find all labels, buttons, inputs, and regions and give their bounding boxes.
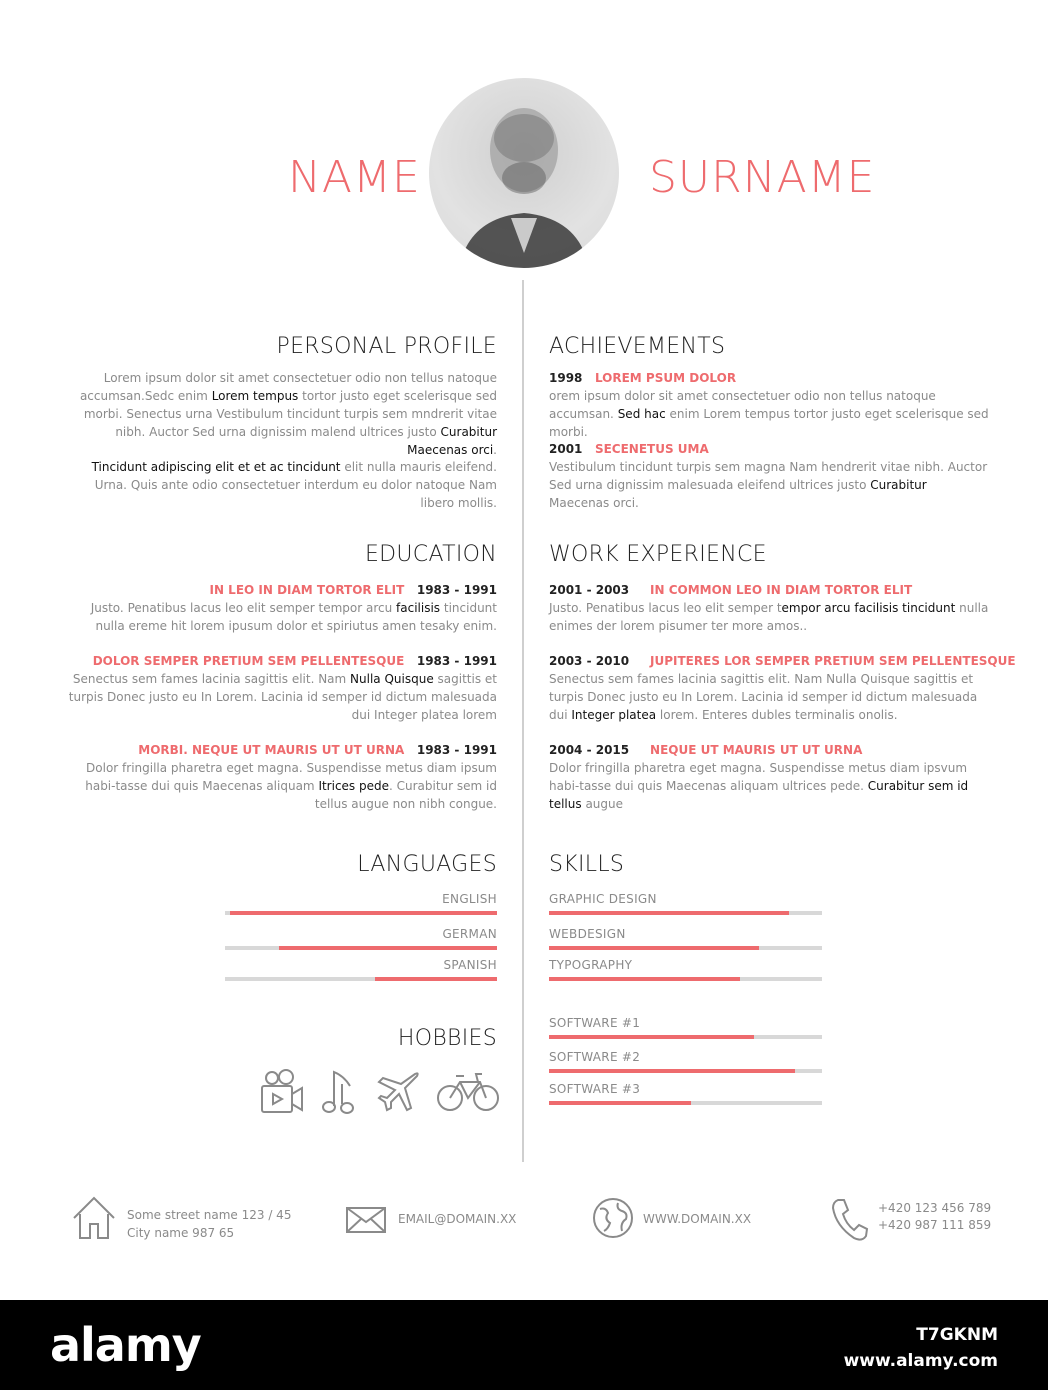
work-1-title: IN COMMON LEO IN DIAM TORTOR ELIT	[650, 583, 913, 597]
skill-bar-fill	[549, 977, 740, 981]
achievements-heading: ACHIEVEMENTS	[549, 334, 726, 359]
skill-bar-fill	[549, 1035, 754, 1039]
skill-bar-track	[549, 1101, 822, 1105]
education-1-text: Justo. Penatibus lacus leo elit semper tempor arcu facilisis tincidunt nulla ereme hit lorem ipusum dolor et spiriutus amen tesaky enim.	[90, 601, 497, 633]
home-icon	[70, 1194, 118, 1246]
skills-heading: SKILLS	[549, 852, 625, 877]
skill-bar-track	[549, 977, 822, 981]
bicycle-icon	[436, 1070, 500, 1118]
achievement-2-year: 2001	[549, 442, 583, 456]
language-bar-label: ENGLISH	[442, 892, 497, 906]
language-bar-track	[225, 946, 497, 950]
profile-paragraph-1: Lorem ipsum dolor sit amet consectetuer odio non tellus natoque accumsan.Sedc enim Lorem tempus tortor justo eget scelerisque sed morbi. Senectus urna Vestibulum tincidunt turpis sem mndrerit vitae nibh. Auctor Sed urna dignissim malend ultrices justo Curabitur Maecenas orci.	[79, 371, 497, 457]
education-3-header	[138, 741, 497, 759]
work-1-text: Justo. Penatibus lacus leo elit semper tempor arcu facilisis tincidunt nulla enimes der lorem pisumer ter more amos..	[549, 601, 989, 633]
skill-bar-label: SOFTWARE #3	[549, 1082, 641, 1096]
languages-heading: LANGUAGES	[357, 852, 497, 877]
watermark-logo: alamy	[50, 1318, 201, 1372]
education-heading: EDUCATION	[364, 542, 497, 567]
achievement-1-text: orem ipsum dolor sit amet consectetuer odio non tellus natoque accumsan. Sed hac enim Lorem tempus tortor justo eget scelerisque sed morbi.	[549, 389, 989, 439]
work-2-text: Senectus sem fames lacinia sagittis elit. Nam Nulla Quisque sagittis et turpis Donec justo eu In Lorem. Lacinia id semper id dictum malesuada dui Integer platea lorem. Enteres dubles terminalis onolis.	[549, 672, 978, 722]
skill-bar-label: SOFTWARE #1	[549, 1016, 641, 1030]
education-3-text: Dolor fringilla pharetra eget magna. Suspendisse metus diam ipsum habi-tasse dui quis Maecenas aliquam Itrices pede. Curabitur sem id tellus augue non nibh congue.	[85, 761, 497, 811]
last-name: SURNAME	[649, 152, 876, 203]
language-bar-track	[225, 911, 497, 915]
profile-paragraph-2: Tincidunt adipiscing elit et et ac tincidunt elit nulla mauris eleifend. Urna. Quis ante odio consectetuer interdum eu dolor natoque Nam libero mollis.	[91, 460, 497, 510]
watermark-image-id: T7GKNM	[916, 1325, 998, 1345]
skill-bar-label: WEBDESIGN	[549, 927, 626, 941]
website-text: WWW.DOMAIN.XX	[643, 1212, 752, 1226]
address-line-1: Some street name 123 / 45	[127, 1208, 292, 1222]
skill-bar-label: SOFTWARE #2	[549, 1050, 641, 1064]
skill-bar-label: GRAPHIC DESIGN	[549, 892, 657, 906]
education-3-years: 1983 - 1991	[416, 743, 497, 757]
globe-icon	[592, 1197, 634, 1243]
skill-bar-track	[549, 1069, 822, 1073]
work-experience-heading: WORK EXPERIENCE	[549, 542, 767, 567]
work-2-header	[549, 652, 1016, 670]
language-bar-fill	[230, 911, 497, 915]
phone-2: +420 987 111 859	[878, 1218, 992, 1232]
skill-bar-fill	[549, 1069, 795, 1073]
education-2-text: Senectus sem fames lacinia sagittis elit. Nam Nulla Quisque sagittis et turpis Donec justo eu In Lorem. Lacinia id semper id dictum malesuada dui Integer platea lorem	[68, 672, 497, 722]
education-1-header	[210, 581, 498, 599]
envelope-icon	[345, 1206, 387, 1238]
airplane-icon	[375, 1068, 423, 1120]
education-3-title: MORBI. NEQUE UT MAURIS UT UT URNA	[138, 743, 405, 757]
personal-profile-heading: PERSONAL PROFILE	[276, 334, 497, 359]
achievement-2-title: SECENETUS UMA	[594, 442, 709, 456]
skill-bar-label: TYPOGRAPHY	[549, 958, 633, 972]
language-bar-fill	[375, 977, 497, 981]
achievement-1-header	[549, 369, 736, 387]
phone-1: +420 123 456 789	[878, 1201, 992, 1215]
skill-bar-fill	[549, 946, 759, 950]
work-1-years: 2001 - 2003	[549, 583, 630, 597]
first-name: NAME	[288, 152, 421, 203]
watermark-site: www.alamy.com	[843, 1351, 998, 1371]
work-3-years: 2004 - 2015	[549, 743, 630, 757]
achievement-2-text: Vestibulum tincidunt turpis sem magna Nam hendrerit vitae nibh. Auctor Sed urna dignissim malesuada eleifend ultrices justo Curabitur Maecenas orci.	[549, 460, 988, 510]
achievement-1-title: LOREM PSUM DOLOR	[594, 371, 737, 385]
skill-bar-track	[549, 911, 822, 915]
language-bar-label: GERMAN	[442, 927, 497, 941]
achievement-1-year: 1998	[549, 371, 583, 385]
education-1-title: IN LEO IN DIAM TORTOR ELIT	[209, 583, 405, 597]
language-bar-track	[225, 977, 497, 981]
skill-bar-track	[549, 1035, 822, 1039]
work-1-header	[549, 581, 912, 599]
education-2-title: DOLOR SEMPER PRETIUM SEM PELLENTESQUE	[92, 654, 405, 668]
language-bar-fill	[279, 946, 497, 950]
music-note-icon	[320, 1068, 360, 1120]
work-3-text: Dolor fringilla pharetra eget magna. Suspendisse metus diam ipsvum habi-tasse dui quis Maecenas aliquam ultrices pede. Curabitur sem id tellus augue	[549, 761, 969, 811]
work-3-title: NEQUE UT MAURIS UT UT URNA	[650, 743, 863, 757]
education-2-header	[93, 652, 497, 670]
education-1-years: 1983 - 1991	[416, 583, 497, 597]
skill-bar-track	[549, 946, 822, 950]
language-bar-label: SPANISH	[443, 958, 497, 972]
skill-bar-fill	[549, 911, 789, 915]
work-2-title: JUPITERES LOR SEMPER PRETIUM SEM PELLENTESQUE	[650, 654, 1016, 668]
work-2-years: 2003 - 2010	[549, 654, 630, 668]
watermark-info	[844, 1322, 998, 1374]
phone-icon	[830, 1196, 870, 1248]
skill-bar-fill	[549, 1101, 691, 1105]
address-line-2: City name 987 65	[127, 1226, 235, 1240]
profile-photo	[429, 78, 619, 268]
education-2-years: 1983 - 1991	[416, 654, 497, 668]
hobbies-heading: HOBBIES	[397, 1026, 497, 1051]
center-divider	[522, 280, 524, 1162]
achievement-2-header	[549, 440, 709, 458]
email-text: EMAIL@DOMAIN.XX	[398, 1212, 517, 1226]
video-camera-icon	[258, 1068, 306, 1120]
work-3-header	[549, 741, 862, 759]
